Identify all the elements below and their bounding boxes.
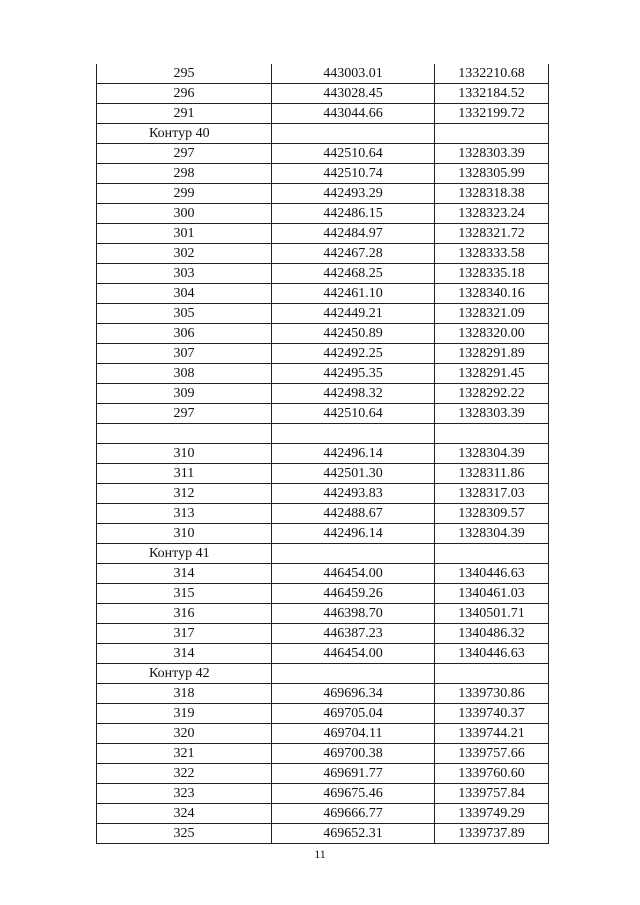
x-coordinate-cell: 446398.70 bbox=[272, 604, 435, 624]
table-row bbox=[97, 644, 549, 664]
empty-cell bbox=[272, 544, 435, 564]
point-number-cell: 303 bbox=[97, 264, 272, 284]
y-coordinate-cell: 1339757.84 bbox=[435, 784, 549, 804]
x-coordinate-cell: 446454.00 bbox=[272, 564, 435, 584]
y-coordinate-cell: 1339730.86 bbox=[435, 684, 549, 704]
y-coordinate-cell: 1332210.68 bbox=[435, 64, 549, 84]
point-number-cell: 323 bbox=[97, 784, 272, 804]
x-coordinate-cell: 469704.11 bbox=[272, 724, 435, 744]
empty-cell bbox=[272, 664, 435, 684]
point-number-cell: 314 bbox=[97, 564, 272, 584]
blank-row bbox=[97, 424, 549, 444]
point-number-cell: 313 bbox=[97, 504, 272, 524]
x-coordinate-cell: 442486.15 bbox=[272, 204, 435, 224]
x-coordinate-cell: 469691.77 bbox=[272, 764, 435, 784]
empty-cell bbox=[272, 124, 435, 144]
contour-header-row bbox=[97, 124, 549, 144]
x-coordinate-cell: 442501.30 bbox=[272, 464, 435, 484]
y-coordinate-cell: 1332184.52 bbox=[435, 84, 549, 104]
y-coordinate-cell: 1328323.24 bbox=[435, 204, 549, 224]
x-coordinate-cell: 442468.25 bbox=[272, 264, 435, 284]
point-number-cell: 297 bbox=[97, 144, 272, 164]
x-coordinate-cell: 442461.10 bbox=[272, 284, 435, 304]
contour-header-row bbox=[97, 664, 549, 684]
table-row bbox=[97, 464, 549, 484]
x-coordinate-cell: 446387.23 bbox=[272, 624, 435, 644]
table-row bbox=[97, 604, 549, 624]
x-coordinate-cell: 469666.77 bbox=[272, 804, 435, 824]
y-coordinate-cell: 1328303.39 bbox=[435, 144, 549, 164]
point-number-cell: 314 bbox=[97, 644, 272, 664]
table-row bbox=[97, 284, 549, 304]
y-coordinate-cell: 1332199.72 bbox=[435, 104, 549, 124]
table-row bbox=[97, 84, 549, 104]
empty-cell bbox=[435, 424, 549, 444]
y-coordinate-cell: 1340446.63 bbox=[435, 644, 549, 664]
point-number-cell: 310 bbox=[97, 524, 272, 544]
contour-title: Контур 40 bbox=[97, 124, 272, 144]
point-number-cell: 291 bbox=[97, 104, 272, 124]
point-number-cell: 322 bbox=[97, 764, 272, 784]
table-row bbox=[97, 184, 549, 204]
point-number-cell: 325 bbox=[97, 824, 272, 844]
table-row bbox=[97, 704, 549, 724]
table-row bbox=[97, 364, 549, 384]
table-row bbox=[97, 444, 549, 464]
contour-header-row bbox=[97, 544, 549, 564]
point-number-cell: 309 bbox=[97, 384, 272, 404]
x-coordinate-cell: 469675.46 bbox=[272, 784, 435, 804]
point-number-cell: 299 bbox=[97, 184, 272, 204]
y-coordinate-cell: 1328291.45 bbox=[435, 364, 549, 384]
y-coordinate-cell: 1339737.89 bbox=[435, 824, 549, 844]
x-coordinate-cell: 442492.25 bbox=[272, 344, 435, 364]
table-row bbox=[97, 404, 549, 424]
point-number-cell: 305 bbox=[97, 304, 272, 324]
table-row bbox=[97, 764, 549, 784]
point-number-cell: 316 bbox=[97, 604, 272, 624]
empty-cell bbox=[97, 424, 272, 444]
empty-cell bbox=[435, 664, 549, 684]
y-coordinate-cell: 1328292.22 bbox=[435, 384, 549, 404]
table-row bbox=[97, 344, 549, 364]
contour-title: Контур 42 bbox=[97, 664, 272, 684]
table-row bbox=[97, 484, 549, 504]
table-row bbox=[97, 684, 549, 704]
table-row bbox=[97, 524, 549, 544]
point-number-cell: 296 bbox=[97, 84, 272, 104]
coordinates-table bbox=[96, 64, 549, 844]
table-row bbox=[97, 64, 549, 84]
x-coordinate-cell: 469696.34 bbox=[272, 684, 435, 704]
x-coordinate-cell: 442510.64 bbox=[272, 144, 435, 164]
x-coordinate-cell: 442498.32 bbox=[272, 384, 435, 404]
x-coordinate-cell: 443003.01 bbox=[272, 64, 435, 84]
table-row bbox=[97, 504, 549, 524]
point-number-cell: 320 bbox=[97, 724, 272, 744]
x-coordinate-cell: 442493.83 bbox=[272, 484, 435, 504]
coordinates-table-body bbox=[97, 64, 549, 844]
y-coordinate-cell: 1328304.39 bbox=[435, 444, 549, 464]
y-coordinate-cell: 1328311.86 bbox=[435, 464, 549, 484]
point-number-cell: 301 bbox=[97, 224, 272, 244]
coordinates-table-container bbox=[96, 64, 548, 844]
table-row bbox=[97, 824, 549, 844]
x-coordinate-cell: 442449.21 bbox=[272, 304, 435, 324]
y-coordinate-cell: 1328318.38 bbox=[435, 184, 549, 204]
y-coordinate-cell: 1328333.58 bbox=[435, 244, 549, 264]
y-coordinate-cell: 1328291.89 bbox=[435, 344, 549, 364]
x-coordinate-cell: 442510.74 bbox=[272, 164, 435, 184]
point-number-cell: 308 bbox=[97, 364, 272, 384]
table-row bbox=[97, 304, 549, 324]
y-coordinate-cell: 1339757.66 bbox=[435, 744, 549, 764]
table-row bbox=[97, 384, 549, 404]
x-coordinate-cell: 442467.28 bbox=[272, 244, 435, 264]
x-coordinate-cell: 446454.00 bbox=[272, 644, 435, 664]
y-coordinate-cell: 1328335.18 bbox=[435, 264, 549, 284]
point-number-cell: 295 bbox=[97, 64, 272, 84]
table-row bbox=[97, 804, 549, 824]
point-number-cell: 321 bbox=[97, 744, 272, 764]
y-coordinate-cell: 1328305.99 bbox=[435, 164, 549, 184]
table-row bbox=[97, 724, 549, 744]
y-coordinate-cell: 1339744.21 bbox=[435, 724, 549, 744]
point-number-cell: 307 bbox=[97, 344, 272, 364]
point-number-cell: 297 bbox=[97, 404, 272, 424]
x-coordinate-cell: 442493.29 bbox=[272, 184, 435, 204]
x-coordinate-cell: 446459.26 bbox=[272, 584, 435, 604]
point-number-cell: 304 bbox=[97, 284, 272, 304]
y-coordinate-cell: 1328340.16 bbox=[435, 284, 549, 304]
y-coordinate-cell: 1339760.60 bbox=[435, 764, 549, 784]
point-number-cell: 319 bbox=[97, 704, 272, 724]
y-coordinate-cell: 1328303.39 bbox=[435, 404, 549, 424]
point-number-cell: 302 bbox=[97, 244, 272, 264]
table-row bbox=[97, 324, 549, 344]
empty-cell bbox=[435, 124, 549, 144]
y-coordinate-cell: 1328321.09 bbox=[435, 304, 549, 324]
y-coordinate-cell: 1339740.37 bbox=[435, 704, 549, 724]
point-number-cell: 317 bbox=[97, 624, 272, 644]
table-row bbox=[97, 784, 549, 804]
y-coordinate-cell: 1340501.71 bbox=[435, 604, 549, 624]
table-row bbox=[97, 144, 549, 164]
point-number-cell: 315 bbox=[97, 584, 272, 604]
x-coordinate-cell: 442450.89 bbox=[272, 324, 435, 344]
point-number-cell: 312 bbox=[97, 484, 272, 504]
point-number-cell: 311 bbox=[97, 464, 272, 484]
x-coordinate-cell: 469705.04 bbox=[272, 704, 435, 724]
y-coordinate-cell: 1340461.03 bbox=[435, 584, 549, 604]
table-row bbox=[97, 244, 549, 264]
x-coordinate-cell: 469700.38 bbox=[272, 744, 435, 764]
table-row bbox=[97, 564, 549, 584]
table-row bbox=[97, 164, 549, 184]
page-number: 11 bbox=[314, 847, 326, 861]
y-coordinate-cell: 1328321.72 bbox=[435, 224, 549, 244]
x-coordinate-cell: 442488.67 bbox=[272, 504, 435, 524]
table-row bbox=[97, 104, 549, 124]
x-coordinate-cell: 442495.35 bbox=[272, 364, 435, 384]
y-coordinate-cell: 1340446.63 bbox=[435, 564, 549, 584]
point-number-cell: 310 bbox=[97, 444, 272, 464]
x-coordinate-cell: 443028.45 bbox=[272, 84, 435, 104]
empty-cell bbox=[272, 424, 435, 444]
y-coordinate-cell: 1328304.39 bbox=[435, 524, 549, 544]
contour-title: Контур 41 bbox=[97, 544, 272, 564]
empty-cell bbox=[435, 544, 549, 564]
x-coordinate-cell: 442510.64 bbox=[272, 404, 435, 424]
y-coordinate-cell: 1328309.57 bbox=[435, 504, 549, 524]
y-coordinate-cell: 1339749.29 bbox=[435, 804, 549, 824]
x-coordinate-cell: 469652.31 bbox=[272, 824, 435, 844]
point-number-cell: 306 bbox=[97, 324, 272, 344]
point-number-cell: 324 bbox=[97, 804, 272, 824]
point-number-cell: 300 bbox=[97, 204, 272, 224]
y-coordinate-cell: 1340486.32 bbox=[435, 624, 549, 644]
point-number-cell: 318 bbox=[97, 684, 272, 704]
table-row bbox=[97, 584, 549, 604]
y-coordinate-cell: 1328320.00 bbox=[435, 324, 549, 344]
table-row bbox=[97, 744, 549, 764]
table-row bbox=[97, 264, 549, 284]
x-coordinate-cell: 442484.97 bbox=[272, 224, 435, 244]
x-coordinate-cell: 442496.14 bbox=[272, 524, 435, 544]
table-row bbox=[97, 624, 549, 644]
point-number-cell: 298 bbox=[97, 164, 272, 184]
table-row bbox=[97, 224, 549, 244]
x-coordinate-cell: 442496.14 bbox=[272, 444, 435, 464]
table-row bbox=[97, 204, 549, 224]
y-coordinate-cell: 1328317.03 bbox=[435, 484, 549, 504]
x-coordinate-cell: 443044.66 bbox=[272, 104, 435, 124]
